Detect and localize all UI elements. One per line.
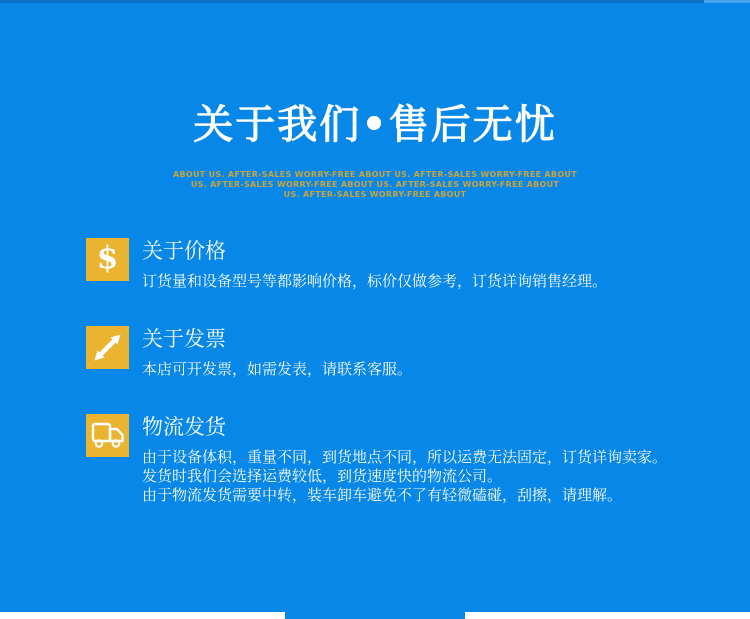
body-line: 发货时我们会选择运费较低，到货速度快的物流公司。	[142, 467, 503, 485]
section-body	[142, 360, 412, 379]
top-divider-strip	[0, 0, 750, 3]
body-line: 本店可开发票，如需发表，请联系客服。	[142, 360, 413, 378]
info-sections	[86, 238, 750, 505]
section-title: 关于价格	[142, 239, 226, 263]
header	[0, 0, 750, 200]
section-title: 物流发货	[142, 415, 226, 439]
page-title: 关于我们•售后无忧	[193, 102, 557, 148]
section-invoice	[86, 326, 750, 379]
top-divider-strip-right	[704, 0, 750, 3]
subtitle-line: US. AFTER-SALES WORRY-FREE ABOUT US. AFTER-SALES WORRY-FREE ABOUT	[190, 180, 560, 189]
section-title: 关于发票	[142, 327, 226, 351]
bottom-divider-strip	[0, 612, 750, 619]
truck-icon	[86, 414, 129, 457]
body-line: 由于物流发货需要中转，装车卸车避免不了有轻微磕碰，刮擦，请理解。	[142, 486, 623, 504]
bottom-blue-segment	[285, 612, 465, 619]
subtitle-line: ABOUT US. AFTER-SALES WORRY-FREE ABOUT US. AFTER-SALES WORRY-FREE ABOUT	[173, 170, 577, 179]
body-line: 由于设备体积，重量不同，到货地点不同，所以运费无法固定，订货详询卖家。	[142, 448, 668, 466]
diagonal-arrows-icon	[86, 326, 129, 369]
section-body	[142, 272, 607, 291]
subtitle-line: US. AFTER-SALES WORRY-FREE ABOUT	[283, 190, 467, 199]
section-body	[142, 448, 667, 505]
section-logistics	[86, 414, 750, 505]
body-line: 订货量和设备型号等都影响价格，标价仅做参考，订货详询销售经理。	[142, 272, 608, 290]
subtitle-english	[0, 170, 750, 200]
section-price	[86, 238, 750, 291]
dollar-icon: $	[86, 238, 129, 281]
